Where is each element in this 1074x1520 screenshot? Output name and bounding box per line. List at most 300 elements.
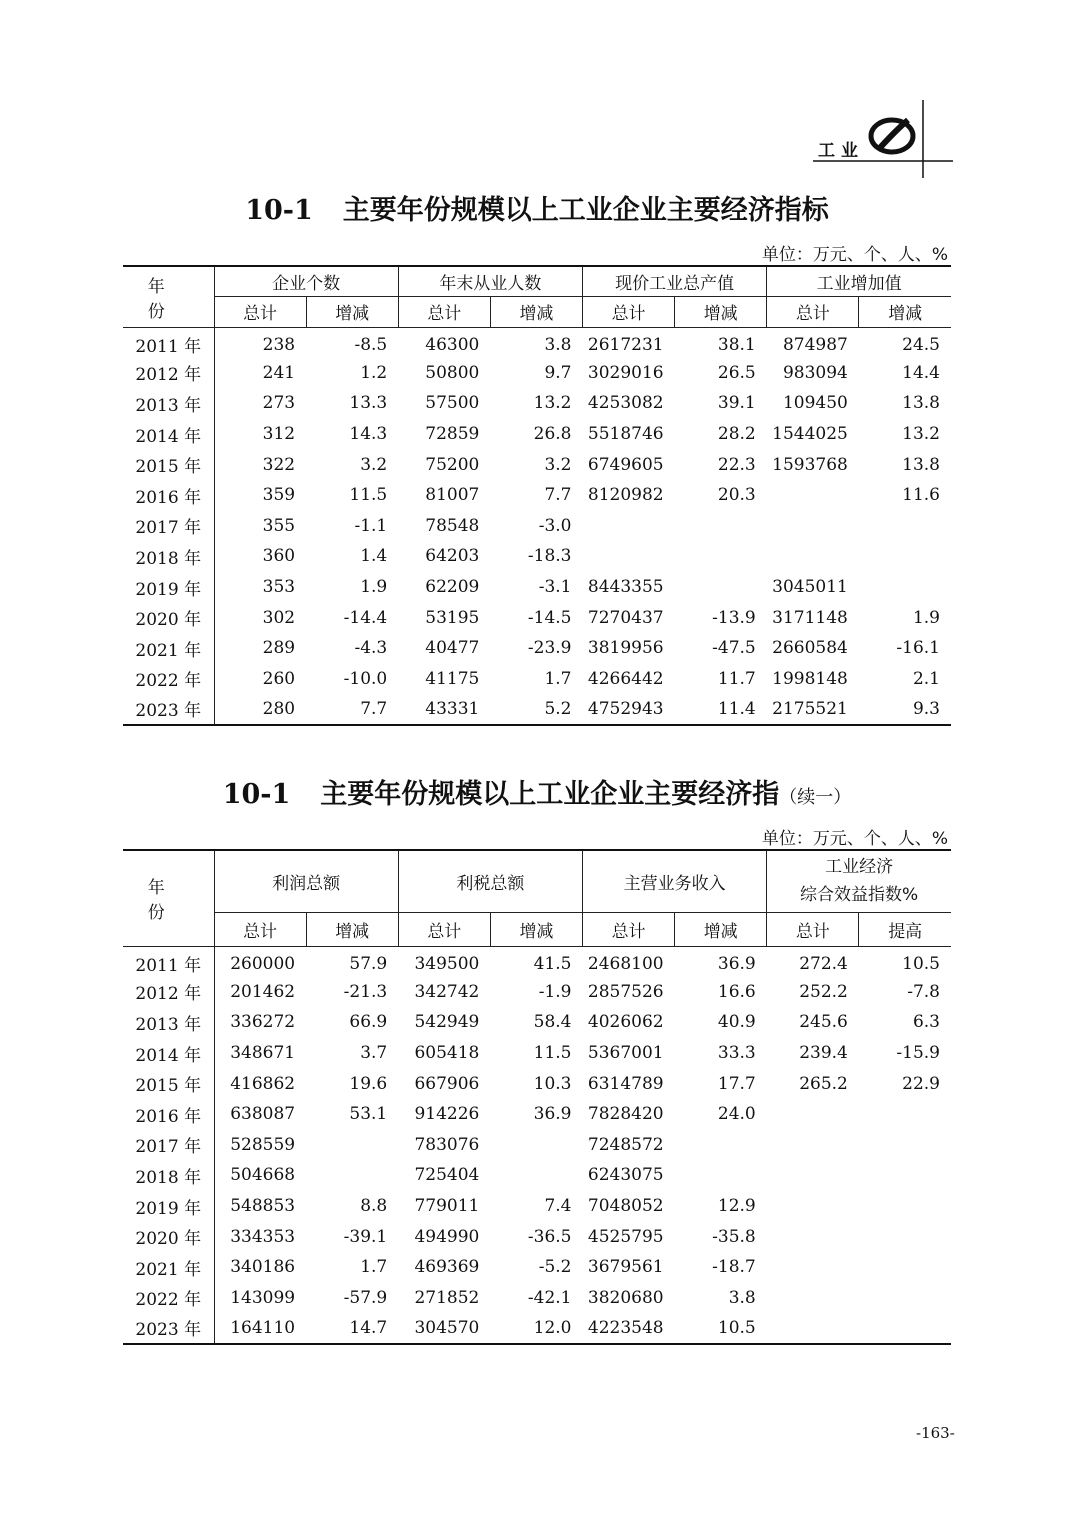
value-cell	[767, 511, 859, 542]
value-cell: 6749605	[587, 454, 664, 475]
year-cell: 2022 年	[123, 1283, 214, 1314]
value-cell: 6243075	[587, 1165, 664, 1186]
value-cell	[583, 511, 675, 542]
value-cell: 201462	[230, 981, 296, 1002]
value-cell: 1.7	[360, 1257, 388, 1278]
value-cell: 57500	[425, 393, 480, 414]
year-cell: 2023 年	[123, 1313, 214, 1344]
value-cell: -15.9	[896, 1043, 940, 1064]
value-cell: -8.5	[354, 334, 388, 355]
value-cell: 7048052	[587, 1196, 664, 1217]
year-cell: 2019 年	[123, 1191, 214, 1222]
value-cell	[490, 1130, 582, 1161]
value-cell: 57.9	[349, 953, 388, 974]
value-cell: 17.7	[717, 1073, 756, 1094]
table2-continued: （续一）	[779, 787, 852, 808]
value-cell: 3.2	[360, 454, 388, 475]
value-cell: 6314789	[587, 1073, 664, 1094]
group-header-line1: 工业经济	[825, 857, 894, 878]
value-cell: 22.9	[902, 1073, 940, 1094]
value-cell	[859, 1283, 951, 1314]
sub-header: 总计	[583, 296, 675, 327]
sub-header: 增减	[675, 912, 767, 946]
value-cell: 39.1	[717, 393, 756, 414]
year-cell: 2022 年	[123, 664, 214, 695]
table1-unit: 单位：万元、个、人、%	[761, 245, 948, 265]
year-cell: 2011 年	[123, 327, 214, 358]
value-cell	[859, 1252, 951, 1283]
table-row	[123, 977, 951, 1008]
value-cell: 271852	[414, 1287, 480, 1308]
value-cell: 11.4	[675, 694, 767, 725]
value-cell: 22.3	[717, 454, 756, 475]
value-cell: 13.8	[902, 393, 940, 414]
value-cell: 2617231	[587, 334, 664, 355]
value-cell	[767, 480, 859, 511]
value-cell: 64203	[425, 546, 480, 567]
value-cell: 6.3	[912, 1012, 940, 1033]
value-cell: 7.7	[544, 485, 572, 506]
table-row	[123, 1191, 951, 1222]
value-cell: 13.2	[533, 393, 572, 414]
value-cell	[859, 572, 951, 603]
value-cell: 78548	[425, 515, 480, 536]
table2-title-text: 主要年份规模以上工业企业主要经济指	[320, 779, 780, 810]
value-cell: 4525795	[587, 1226, 664, 1247]
value-cell: 38.1	[717, 334, 756, 355]
value-cell: -3.0	[538, 515, 572, 536]
value-cell: 50800	[425, 362, 480, 383]
table1-title-text: 主要年份规模以上工业企业主要经济指标	[342, 195, 829, 226]
value-cell: 9.3	[859, 694, 951, 725]
sub-header: 增减	[675, 296, 767, 327]
sub-header: 增减	[490, 296, 582, 327]
value-cell: 353	[262, 577, 296, 598]
table-row	[123, 633, 951, 664]
value-cell: 26.5	[717, 362, 756, 383]
sub-header: 总计	[767, 912, 859, 946]
year-cell: 2017 年	[123, 511, 214, 542]
value-cell: 72859	[425, 424, 480, 445]
value-cell: 40477	[425, 638, 480, 659]
value-cell	[675, 572, 767, 603]
value-cell: -39.1	[343, 1226, 388, 1247]
value-cell: 3679561	[587, 1257, 664, 1278]
value-cell	[767, 541, 859, 572]
sub-header: 增减	[306, 296, 398, 327]
value-cell: 265.2	[799, 1073, 848, 1094]
value-cell: 24.5	[902, 334, 940, 355]
value-cell: 5518746	[587, 424, 664, 445]
value-cell: 1544025	[772, 424, 848, 445]
year-header: 年 份	[123, 850, 214, 946]
value-cell: 16.6	[717, 981, 756, 1002]
value-cell: 3171148	[772, 607, 848, 628]
value-cell: 10.3	[533, 1073, 572, 1094]
value-cell: 4026062	[587, 1012, 664, 1033]
value-cell: 779011	[414, 1196, 480, 1217]
value-cell: 20.3	[717, 485, 756, 506]
value-cell: 348671	[230, 1043, 296, 1064]
value-cell	[767, 1313, 859, 1344]
table-row	[123, 327, 951, 358]
value-cell: 5.2	[490, 694, 582, 725]
group-header: 利税总额	[398, 850, 582, 912]
value-cell: -42.1	[527, 1287, 572, 1308]
table-row	[123, 358, 951, 389]
year-cell: 2015 年	[123, 449, 214, 480]
year-cell: 2012 年	[123, 977, 214, 1008]
value-cell: 3.8	[544, 334, 572, 355]
table-row	[123, 449, 951, 480]
sub-header: 总计	[398, 296, 490, 327]
table-row	[123, 1007, 951, 1038]
table-row	[123, 1160, 951, 1191]
table-row	[123, 480, 951, 511]
value-cell: 241	[262, 362, 296, 383]
year-cell: 2020 年	[123, 602, 214, 633]
value-cell: 26.8	[533, 424, 572, 445]
value-cell: 605418	[414, 1043, 480, 1064]
sub-header: 总计	[214, 296, 306, 327]
value-cell: 7248572	[587, 1134, 664, 1155]
year-cell: 2015 年	[123, 1068, 214, 1099]
value-cell: -23.9	[527, 638, 572, 659]
value-cell: -5.2	[538, 1257, 572, 1278]
value-cell: 312	[262, 424, 296, 445]
value-cell: 1998148	[772, 668, 848, 689]
value-cell: 3.8	[728, 1287, 756, 1308]
value-cell: 33.3	[717, 1043, 756, 1064]
table-row	[123, 541, 951, 572]
value-cell: 3029016	[587, 362, 664, 383]
table1-number: 10-1	[245, 195, 313, 226]
value-cell: 62209	[425, 577, 480, 598]
year-cell: 2016 年	[123, 480, 214, 511]
value-cell: 53.1	[349, 1104, 388, 1125]
value-cell: 874987	[782, 334, 848, 355]
value-cell: 273	[262, 393, 296, 414]
value-cell: 4266442	[587, 668, 664, 689]
value-cell	[675, 1130, 767, 1161]
value-cell: 252.2	[799, 981, 848, 1002]
value-cell: 41175	[425, 668, 480, 689]
table-row	[123, 388, 951, 419]
value-cell	[767, 1252, 859, 1283]
value-cell: 11.5	[349, 485, 388, 506]
value-cell: 41.5	[533, 953, 572, 974]
page-number: -163-	[916, 1424, 955, 1442]
value-cell: 239.4	[799, 1043, 848, 1064]
value-cell: -18.3	[527, 546, 572, 567]
value-cell: 245.6	[799, 1012, 848, 1033]
value-cell	[859, 511, 951, 542]
value-cell	[859, 1160, 951, 1191]
year-cell: 2023 年	[123, 694, 214, 725]
value-cell: 1.7	[544, 668, 572, 689]
value-cell: 638087	[230, 1104, 296, 1125]
value-cell: 914226	[414, 1104, 480, 1125]
value-cell: 81007	[425, 485, 480, 506]
value-cell: 1.2	[360, 362, 388, 383]
value-cell: 548853	[230, 1196, 296, 1217]
group-header: 主营业务收入	[583, 850, 767, 912]
value-cell: 667906	[414, 1073, 480, 1094]
value-cell: -57.9	[343, 1287, 388, 1308]
sub-header: 总计	[583, 912, 675, 946]
table-row	[123, 1283, 951, 1314]
value-cell	[675, 511, 767, 542]
value-cell: 2468100	[587, 953, 664, 974]
sub-header: 总计	[398, 912, 490, 946]
year-cell: 2014 年	[123, 1038, 214, 1069]
value-cell: 340186	[230, 1257, 296, 1278]
table-row	[123, 511, 951, 542]
year-cell: 2018 年	[123, 1160, 214, 1191]
value-cell	[306, 1130, 398, 1161]
table-row	[123, 946, 951, 977]
value-cell: 302	[262, 607, 296, 628]
value-cell	[859, 1130, 951, 1161]
value-cell: 28.2	[717, 424, 756, 445]
value-cell: 9.7	[544, 362, 572, 383]
value-cell: -47.5	[712, 638, 756, 659]
value-cell: 260	[262, 668, 296, 689]
value-cell: 3820680	[587, 1287, 664, 1308]
year-cell: 2019 年	[123, 572, 214, 603]
value-cell	[306, 1160, 398, 1191]
sub-header: 增减	[490, 912, 582, 946]
value-cell: 1.4	[360, 546, 388, 567]
value-cell: -10.0	[343, 668, 388, 689]
year-cell: 2020 年	[123, 1221, 214, 1252]
value-cell: -35.8	[712, 1226, 756, 1247]
group-header: 企业个数	[214, 266, 398, 296]
value-cell: 14.7	[306, 1313, 398, 1344]
table-row	[123, 572, 951, 603]
value-cell: 528559	[230, 1134, 296, 1155]
value-cell: 3.7	[360, 1043, 388, 1064]
sub-header: 总计	[767, 296, 859, 327]
table-row	[123, 1221, 951, 1252]
value-cell: 8443355	[587, 577, 664, 598]
value-cell	[767, 1160, 859, 1191]
value-cell: 143099	[230, 1287, 296, 1308]
value-cell: 12.0	[490, 1313, 582, 1344]
value-cell: 46300	[425, 334, 480, 355]
value-cell: 40.9	[717, 1012, 756, 1033]
value-cell: 13.8	[902, 454, 940, 475]
value-cell	[767, 1130, 859, 1161]
value-cell: 12.9	[717, 1196, 756, 1217]
value-cell: 58.4	[533, 1012, 572, 1033]
value-cell: 43331	[398, 694, 490, 725]
value-cell: 75200	[425, 454, 480, 475]
table-row	[123, 1130, 951, 1161]
value-cell: 260000	[230, 953, 296, 974]
value-cell: 349500	[414, 953, 480, 974]
value-cell: 1.9	[360, 577, 388, 598]
value-cell: 280	[214, 694, 306, 725]
year-cell: 2017 年	[123, 1130, 214, 1161]
value-cell: -14.5	[527, 607, 572, 628]
value-cell: 109450	[782, 393, 848, 414]
value-cell: -3.1	[538, 577, 572, 598]
value-cell: 334353	[230, 1226, 296, 1247]
year-cell: 2021 年	[123, 633, 214, 664]
value-cell: 2.1	[912, 668, 940, 689]
value-cell: 66.9	[349, 1012, 388, 1033]
value-cell: 336272	[230, 1012, 296, 1033]
value-cell	[767, 1191, 859, 1222]
value-cell: 322	[262, 454, 296, 475]
value-cell: 8120982	[587, 485, 664, 506]
value-cell: -13.9	[712, 607, 756, 628]
value-cell: 783076	[414, 1134, 480, 1155]
value-cell: 7828420	[587, 1104, 664, 1125]
value-cell: 4253082	[587, 393, 664, 414]
value-cell: 469369	[414, 1257, 480, 1278]
value-cell: 359	[262, 485, 296, 506]
value-cell: -14.4	[343, 607, 388, 628]
value-cell	[859, 541, 951, 572]
value-cell: 272.4	[799, 953, 848, 974]
value-cell: -4.3	[354, 638, 388, 659]
group-header: 工业增加值	[767, 266, 951, 296]
value-cell	[767, 1221, 859, 1252]
value-cell: 304570	[398, 1313, 490, 1344]
value-cell: 10.5	[902, 953, 940, 974]
value-cell: 542949	[414, 1012, 480, 1033]
table2-number: 10-1	[222, 779, 291, 810]
group-header-line2: 综合效益指数%	[800, 885, 919, 906]
group-header: 利润总额	[214, 850, 398, 912]
value-cell: 494990	[414, 1226, 480, 1247]
value-cell: 11.5	[533, 1043, 572, 1064]
value-cell: 416862	[230, 1073, 296, 1094]
value-cell: 2660584	[772, 638, 848, 659]
value-cell	[675, 541, 767, 572]
value-cell: 3045011	[772, 577, 848, 598]
value-cell: 36.9	[533, 1104, 572, 1125]
table-row	[123, 664, 951, 695]
table-row	[123, 1313, 951, 1344]
value-cell	[859, 1313, 951, 1344]
value-cell	[859, 1099, 951, 1130]
table1	[123, 265, 951, 726]
group-header: 年末从业人数	[398, 266, 582, 296]
year-cell: 2013 年	[123, 1007, 214, 1038]
year-cell: 2018 年	[123, 541, 214, 572]
value-cell: 11.6	[902, 485, 940, 506]
table2-title	[0, 772, 1074, 811]
value-cell	[767, 1283, 859, 1314]
value-cell: 13.3	[349, 393, 388, 414]
sub-header: 提高	[859, 912, 951, 946]
value-cell: -7.8	[907, 981, 940, 1002]
table2	[123, 849, 951, 1345]
value-cell: 13.2	[902, 424, 940, 445]
value-cell: 8.8	[360, 1196, 388, 1217]
table-row	[123, 1099, 951, 1130]
value-cell: -1.9	[538, 981, 572, 1002]
value-cell: 3.2	[544, 454, 572, 475]
year-header: 年 份	[123, 266, 214, 327]
table-row	[123, 419, 951, 450]
value-cell	[859, 1191, 951, 1222]
value-cell: 1593768	[772, 454, 848, 475]
year-cell: 2012 年	[123, 358, 214, 389]
year-cell: 2011 年	[123, 946, 214, 977]
value-cell: 7.7	[306, 694, 398, 725]
sub-header: 总计	[214, 912, 306, 946]
value-cell: 725404	[414, 1165, 480, 1186]
year-cell: 2013 年	[123, 388, 214, 419]
table-row	[123, 602, 951, 633]
value-cell: 19.6	[349, 1073, 388, 1094]
value-cell: -18.7	[712, 1257, 756, 1278]
section-label: 工业	[818, 141, 864, 161]
value-cell: -1.1	[354, 515, 388, 536]
value-cell	[859, 1221, 951, 1252]
value-cell: 14.4	[902, 362, 940, 383]
group-header-efficiency	[767, 850, 951, 912]
table-row	[123, 1068, 951, 1099]
value-cell: 289	[262, 638, 296, 659]
value-cell: 983094	[782, 362, 848, 383]
year-cell: 2014 年	[123, 419, 214, 450]
value-cell: 342742	[414, 981, 480, 1002]
value-cell: 11.7	[717, 668, 756, 689]
sub-header: 增减	[859, 296, 951, 327]
table2-unit: 单位：万元、个、人、%	[761, 829, 948, 849]
value-cell: 4752943	[583, 694, 675, 725]
value-cell: 36.9	[717, 953, 756, 974]
value-cell: 7.4	[544, 1196, 572, 1217]
value-cell: 5367001	[587, 1043, 664, 1064]
value-cell	[490, 1160, 582, 1191]
sub-header: 增减	[306, 912, 398, 946]
value-cell: 238	[262, 334, 296, 355]
value-cell: 2175521	[767, 694, 859, 725]
value-cell: -36.5	[527, 1226, 572, 1247]
table-row	[123, 1038, 951, 1069]
value-cell: 24.0	[717, 1104, 756, 1125]
value-cell: -16.1	[896, 638, 940, 659]
value-cell: 360	[262, 546, 296, 567]
value-cell: 2857526	[587, 981, 664, 1002]
table-row	[123, 694, 951, 725]
value-cell: 10.5	[675, 1313, 767, 1344]
table1-title	[0, 188, 1074, 227]
year-cell: 2021 年	[123, 1252, 214, 1283]
group-header: 现价工业总产值	[583, 266, 767, 296]
value-cell: 7270437	[587, 607, 664, 628]
value-cell: 504668	[230, 1165, 296, 1186]
value-cell: 14.3	[349, 424, 388, 445]
table-row	[123, 1252, 951, 1283]
value-cell: 355	[262, 515, 296, 536]
value-cell	[675, 1160, 767, 1191]
value-cell: 53195	[425, 607, 480, 628]
value-cell	[583, 541, 675, 572]
value-cell: -21.3	[343, 981, 388, 1002]
value-cell: 164110	[214, 1313, 306, 1344]
value-cell	[767, 1099, 859, 1130]
value-cell: 1.9	[912, 607, 940, 628]
value-cell: 3819956	[587, 638, 664, 659]
value-cell: 4223548	[583, 1313, 675, 1344]
